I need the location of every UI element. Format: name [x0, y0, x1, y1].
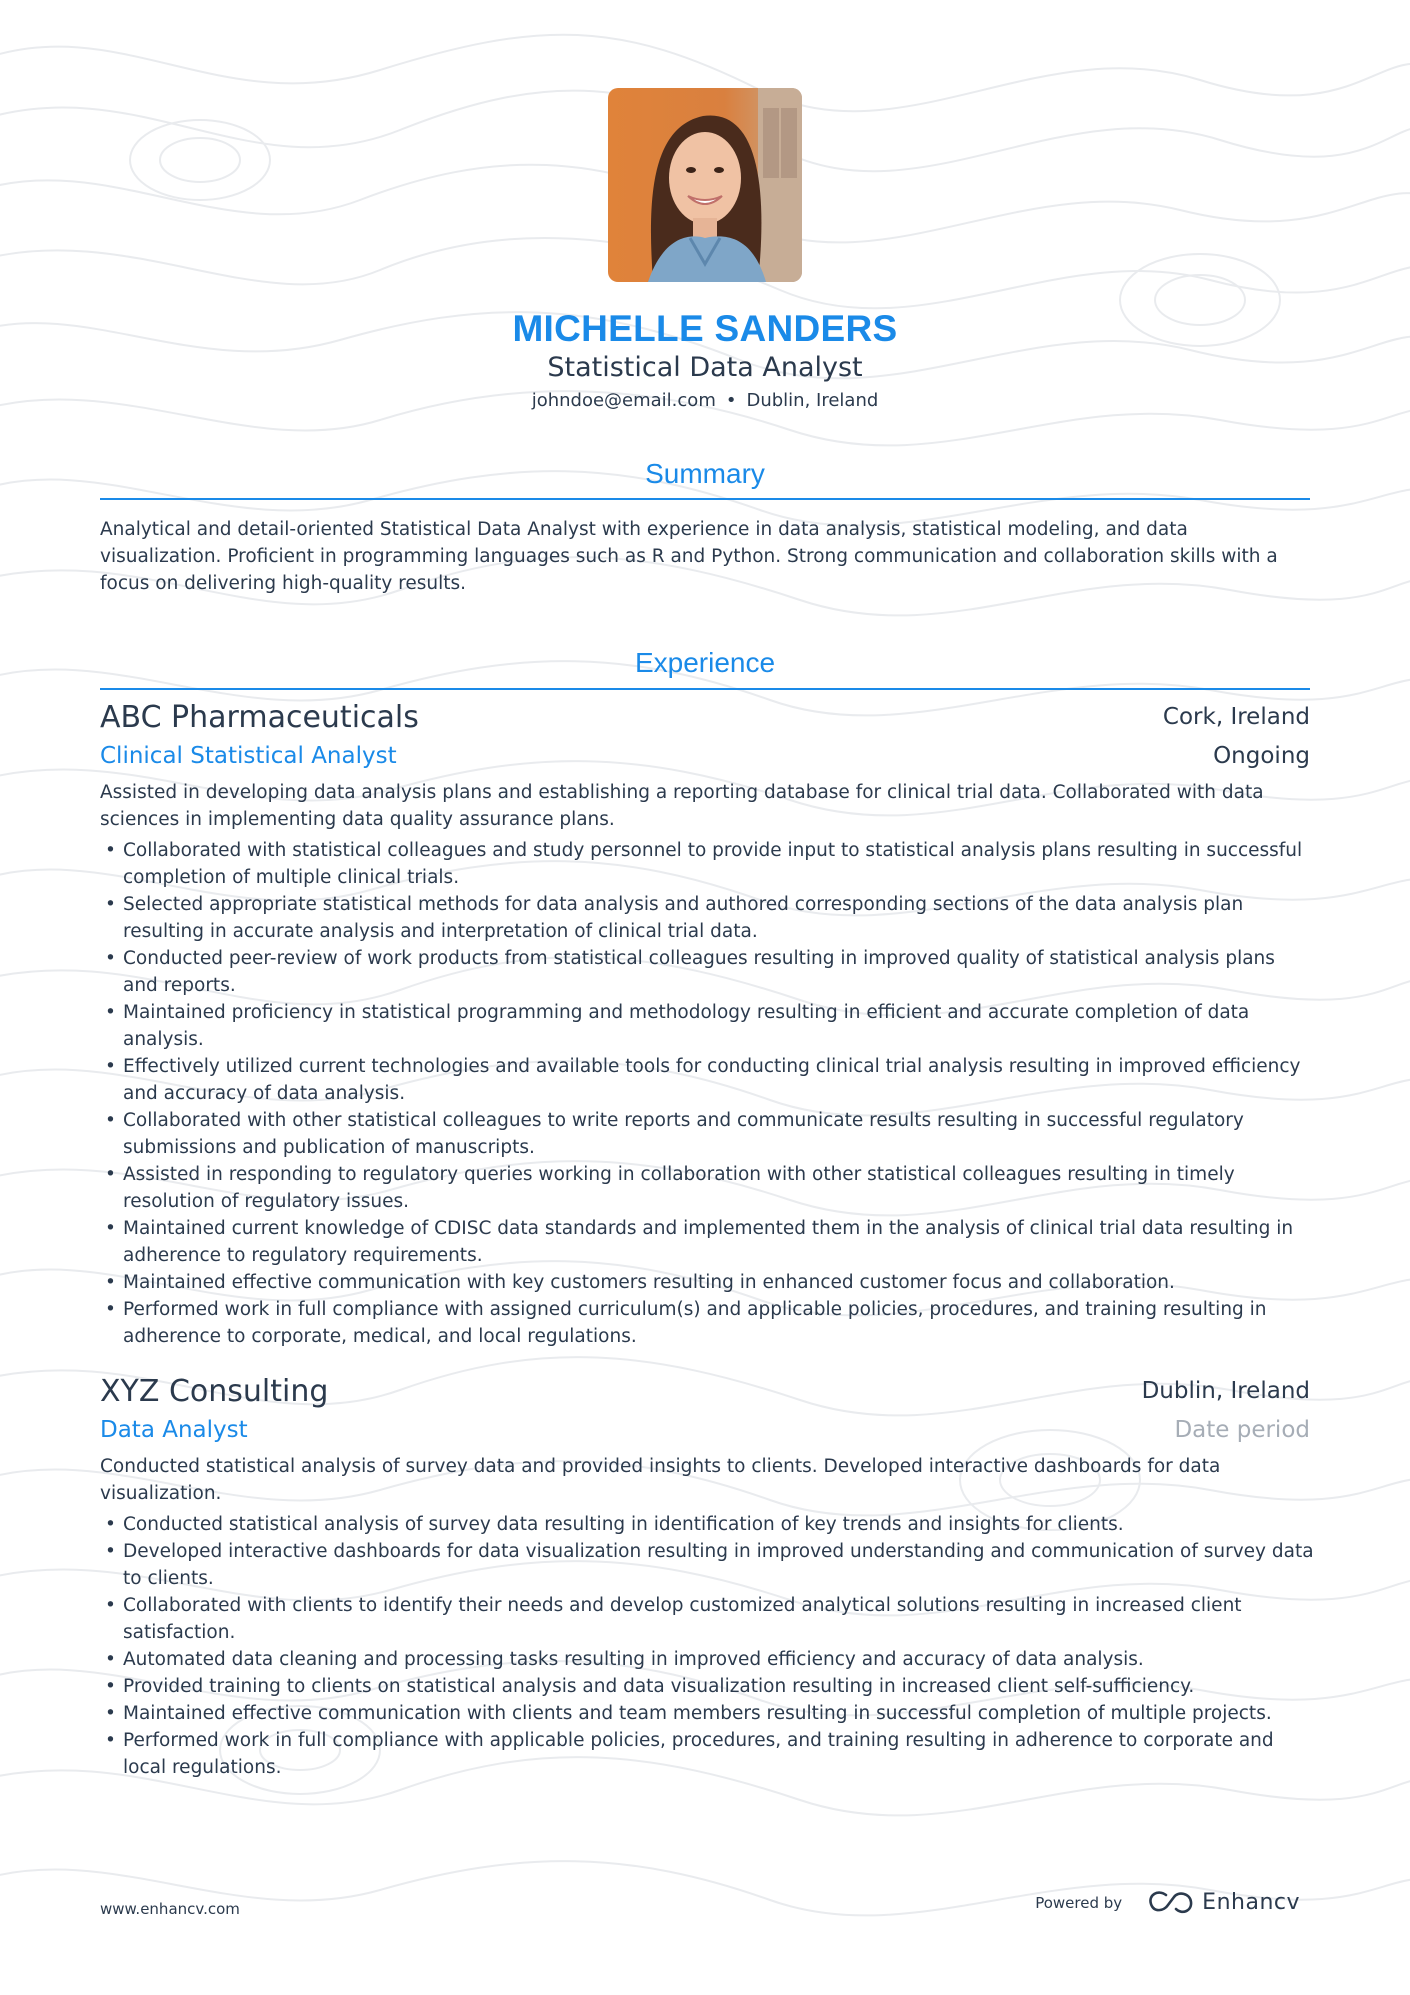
list-item: • Effectively utilized current technologies and available tools for conducting clinical trial analysis resulting in improved efficiency and accuracy of data analysis.: [100, 1053, 1315, 1107]
job-role: Data Analyst: [100, 1417, 248, 1443]
email-link[interactable]: johndoe@email.com: [531, 390, 716, 411]
avatar: [608, 88, 802, 282]
list-item: • Performed work in full compliance with assigned curriculum(s) and applicable policies, procedures, and training resulting in adherence to corporate, medical, and local regulations.: [100, 1296, 1315, 1350]
job-location: Cork, Ireland: [1162, 704, 1310, 730]
list-item: • Collaborated with statistical colleagues and study personnel to provide input to statistical analysis plans resulting in successful completion of multiple clinical trials.: [100, 837, 1315, 891]
list-item: • Selected appropriate statistical methods for data analysis and authored corresponding sections of the data analysis plan resulting in accurate analysis and interpretation of clinical trial data.: [100, 891, 1315, 945]
summary-text: Analytical and detail-oriented Statistical Data Analyst with experience in data analysis, statistical modeling, and data visualization. Proficient in programming languages such as R and Python. Strong communication and collaboration skills with a focus on delivering high-quality results.: [100, 519, 1278, 594]
experience-divider: [100, 688, 1310, 690]
summary-heading: Summary: [645, 458, 765, 489]
list-item: • Maintained proficiency in statistical programming and methodology resulting in efficient and accurate completion of data analysis.: [100, 999, 1315, 1053]
list-item: • Maintained current knowledge of CDISC data standards and implemented them in the analysis of clinical trial data resulting in adherence to regulatory requirements.: [100, 1215, 1315, 1269]
list-item: • Collaborated with clients to identify their needs and develop customized analytical solutions resulting in increased client satisfaction.: [100, 1592, 1315, 1646]
job-bullets: [100, 837, 1315, 1350]
profile-photo: [608, 88, 802, 282]
job-role: Clinical Statistical Analyst: [100, 743, 397, 769]
list-item: • Maintained effective communication with key customers resulting in enhanced customer focus and collaboration.: [100, 1269, 1315, 1296]
enhancv-logo[interactable]: [1148, 1890, 1300, 1915]
list-item: • Collaborated with other statistical colleagues to write reports and communicate results resulting in successful regulatory submissions and publication of manuscripts.: [100, 1107, 1315, 1161]
list-item: • Developed interactive dashboards for data visualization resulting in improved understanding and communication of survey data to clients.: [100, 1538, 1315, 1592]
job-company: XYZ Consulting: [100, 1374, 329, 1409]
list-item: • Performed work in full compliance with applicable policies, procedures, and training resulting in adherence to corporate and local regulations.: [100, 1727, 1315, 1781]
job-description: Conducted statistical analysis of survey data and provided insights to clients. Developed interactive dashboards for data visualization.: [100, 1456, 1221, 1504]
candidate-name: MICHELLE SANDERS: [512, 308, 898, 349]
experience-heading: Experience: [634, 647, 776, 678]
list-item: • Conducted peer-review of work products from statistical colleagues resulting in improved quality of statistical analysis plans and reports.: [100, 945, 1315, 999]
job-bullets: [100, 1511, 1315, 1781]
powered-by: [1035, 1890, 1300, 1915]
enhancv-logo-icon: [1148, 1891, 1194, 1915]
separator: •: [725, 390, 737, 411]
job-title: Statistical Data Analyst: [547, 352, 863, 383]
location-text: Dublin, Ireland: [746, 390, 879, 411]
list-item: • Automated data cleaning and processing tasks resulting in improved efficiency and accuracy of data analysis.: [100, 1646, 1315, 1673]
contact-line: [0, 390, 1410, 411]
powered-by-label: Powered by: [1035, 1893, 1123, 1912]
list-item: • Assisted in responding to regulatory queries working in collaboration with other statistical colleagues resulting in timely resolution of regulatory issues.: [100, 1161, 1315, 1215]
job-location: Dublin, Ireland: [1141, 1378, 1310, 1404]
summary-divider: [100, 498, 1310, 500]
job-period: Ongoing: [1213, 743, 1310, 769]
brand-name: Enhancv: [1202, 1890, 1300, 1915]
list-item: • Maintained effective communication with clients and team members resulting in successful completion of multiple projects.: [100, 1700, 1315, 1727]
website-link[interactable]: www.enhancv.com: [100, 1900, 240, 1918]
job-company: ABC Pharmaceuticals: [100, 700, 419, 735]
list-item: • Provided training to clients on statistical analysis and data visualization resulting in increased client self-sufficiency.: [100, 1673, 1315, 1700]
job-description: Assisted in developing data analysis plans and establishing a reporting database for clinical trial data. Collaborated with data sciences in implementing data quality assurance plans.: [100, 782, 1264, 830]
job-period: Date period: [1174, 1417, 1310, 1443]
list-item: • Conducted statistical analysis of survey data resulting in identification of key trends and insights for clients.: [100, 1511, 1315, 1538]
